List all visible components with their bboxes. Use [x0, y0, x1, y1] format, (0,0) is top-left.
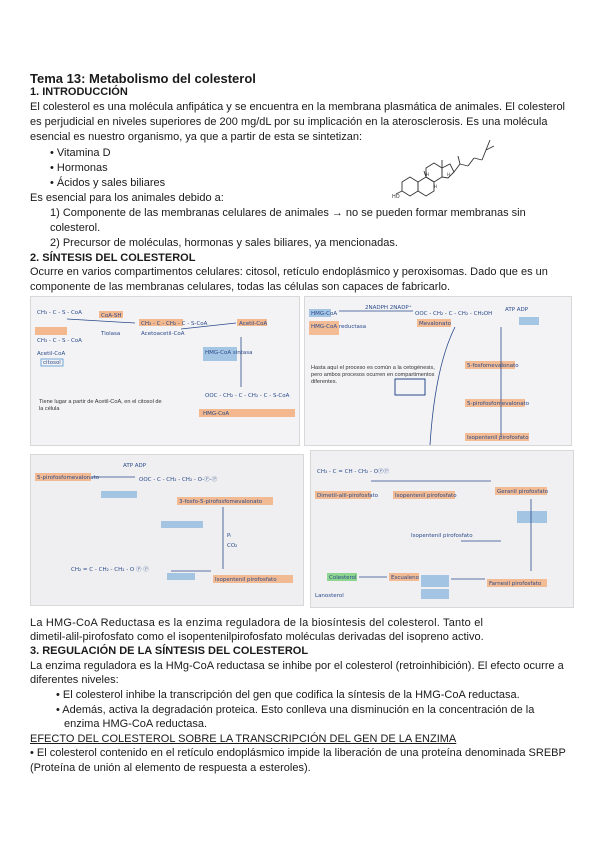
numbered-item: 1) Componente de las membranas celulares de animales → no se pueden formar membranas sin	[50, 207, 526, 219]
svg-text:OOC - C - CH₂ - CH₂ - O-Ⓟ-Ⓟ: OOC - C - CH₂ - CH₂ - O-Ⓟ-Ⓟ	[139, 477, 218, 483]
svg-text:Escualeno: Escualeno	[391, 575, 419, 581]
svg-text:Colesterol: Colesterol	[329, 575, 357, 581]
photo-caption: Tiene lugar a partir de Acetil-CoA, en el citosol de la célula	[39, 399, 162, 412]
section-heading-intro: 1. INTRODUCCIÓN	[30, 86, 128, 98]
svg-text:CH₃ - C - CH₂ - C - S-CoA: CH₃ - C - CH₂ - C - S-CoA	[141, 321, 208, 327]
regulation-paragraph-line: La enzima reguladora es la HMg-CoA reductasa se inhibe por el colesterol (retroinhibición). El efecto ocurre a	[30, 660, 564, 672]
svg-text:H: H	[434, 184, 438, 189]
svg-text:Acetil-CoA: Acetil-CoA	[239, 321, 268, 327]
section-heading-regulation: 3. REGULACIÓN DE LA SÍNTESIS DEL COLESTEROL	[30, 645, 309, 657]
svg-text:3-fosfo-5-pirofosfomevalonato: 3-fosfo-5-pirofosfomevalonato	[179, 499, 263, 505]
svg-text:CH₃ - C - S - CoA: CH₃ - C - S - CoA	[37, 338, 82, 344]
svg-text:Lanosterol: Lanosterol	[315, 593, 344, 599]
svg-text:HMG-CoA reductasa: HMG-CoA reductasa	[311, 324, 367, 330]
numbered-item-cont: colesterol.	[50, 222, 101, 234]
svg-text:CO₂: CO₂	[227, 543, 238, 549]
svg-text:Dimetil-alil-pirofosfato: Dimetil-alil-pirofosfato	[317, 493, 379, 499]
essential-paragraph: Es esencial para los animales debido a:	[30, 192, 224, 204]
svg-text:HO: HO	[392, 194, 400, 200]
svg-text:HMG-CoA sintasa: HMG-CoA sintasa	[205, 350, 253, 356]
reductase-paragraph-line: dimetil-alil-pirofosfato como el isopentenilpirofosfato moléculas derivadas del isopreno activo.	[30, 631, 484, 643]
svg-text:H: H	[447, 172, 451, 177]
notes-photo-isopentenyl	[30, 454, 304, 606]
photo-caption: Hasta aquí el proceso es común a la cetogénesis, pero ambos procesos ocurren en compartimentos diferentes.	[311, 365, 435, 385]
notes-photo-squalene	[310, 450, 574, 608]
svg-text:Tiolasa: Tiolasa	[101, 331, 121, 337]
svg-text:HMG-CoA: HMG-CoA	[203, 411, 230, 417]
svg-text:Isopentenil pirofosfato: Isopentenil pirofosfato	[395, 493, 457, 499]
svg-text:OOC - CH₂ - C - CH₂ - C - S-Co: OOC - CH₂ - C - CH₂ - C - S-CoA	[205, 393, 290, 399]
notes-photo-mevalonate	[304, 296, 572, 446]
subheading-transcription: EFECTO DEL COLESTEROL SOBRE LA TRANSCRIPCIÓN DEL GEN DE LA ENZIMA	[30, 733, 457, 745]
intro-paragraph-line: El colesterol es una molécula anfipática y se encuentra en la membrana plasmática de animales. El colesterol	[30, 101, 566, 113]
svg-text:5-fosfomevalonato: 5-fosfomevalonato	[467, 363, 519, 369]
transcription-paragraph-line: • El colesterol contenido en el retículo endoplásmico impide la liberación de una proteína denominada SREBP	[30, 747, 566, 759]
svg-text:5-pirofosfomevalonato: 5-pirofosfomevalonato	[37, 475, 100, 481]
synthesis-paragraph-line: componente de las membranas celulares, todas las células son capaces de fabricarlo.	[30, 281, 451, 293]
notes-photo-acetyl-coa	[30, 296, 300, 446]
list-item: • Ácidos y sales biliares	[50, 177, 166, 189]
intro-paragraph-line: esencial es nuestro organismo, ya que a partir de esta se sintetizan:	[30, 131, 363, 143]
svg-text:Mevalonato: Mevalonato	[419, 321, 452, 327]
svg-text:H: H	[426, 172, 430, 177]
numbered-item: 2) Precursor de moléculas, hormonas y sales biliares, ya mencionadas.	[50, 237, 398, 249]
svg-text:Acetoacetil-CoA: Acetoacetil-CoA	[141, 331, 185, 337]
list-item: • Vitamina D	[50, 147, 111, 159]
svg-text:5-pirofosfomevalonato: 5-pirofosfomevalonato	[467, 401, 530, 407]
svg-text:CoA-SH: CoA-SH	[101, 313, 122, 319]
list-item-cont: enzima HMG-CoA reductasa.	[64, 718, 208, 730]
reductase-paragraph-line: La HMG-CoA Reductasa es la enzima reguladora de la biosíntesis del colesterol. Tanto el	[30, 617, 484, 629]
list-item: • El colesterol inhibe la transcripción del gen que codifica la síntesis de la HMG-CoA reductasa.	[56, 689, 520, 701]
page-title: Tema 13: Metabolismo del colesterol	[30, 71, 256, 86]
regulation-paragraph-line: diferentes niveles:	[30, 674, 119, 686]
intro-paragraph-line: es perjudicial en niveles superiores de 200 mg/dL por su implicación en la aterosclerosis. Es una molécula	[30, 116, 548, 128]
cholesterol-structure-image	[392, 136, 510, 200]
svg-text:2NADPH 2NADP⁺: 2NADPH 2NADP⁺	[365, 305, 412, 311]
transcription-paragraph-line: (Proteína de unión al elemento de respuesta a esteroles).	[30, 762, 311, 774]
list-item: • Además, activa la degradación proteica. Esto conlleva una disminución en la concentración de la	[56, 704, 535, 716]
svg-text:ATP ADP: ATP ADP	[505, 307, 529, 313]
svg-text:Isopentenil pirofosfato: Isopentenil pirofosfato	[467, 435, 529, 441]
svg-text:Isopentenil pirofosfato: Isopentenil pirofosfato	[215, 577, 277, 583]
svg-text:Geranil pirofosfato: Geranil pirofosfato	[497, 489, 549, 495]
svg-text:Acetil-CoA: Acetil-CoA	[37, 351, 66, 357]
list-item: • Hormonas	[50, 162, 108, 174]
svg-text:Farnesil pirofosfato: Farnesil pirofosfato	[489, 581, 542, 587]
svg-text:Pᵢ: Pᵢ	[227, 533, 232, 539]
svg-text:HMG-CoA: HMG-CoA	[311, 311, 338, 317]
synthesis-paragraph-line: Ocurre en varios compartimentos celulares: citosol, retículo endoplásmico y peroxisomas. Dado que es un	[30, 266, 548, 278]
svg-text:CH₂ = C - CH₂ - CH₂ - O Ⓟ Ⓟ: CH₂ = C - CH₂ - CH₂ - O Ⓟ Ⓟ	[71, 567, 149, 573]
section-heading-synthesis: 2. SÍNTESIS DEL COLESTEROL	[30, 252, 196, 264]
svg-text:OOC - CH₂ - C - CH₂ - CH₂OH: OOC - CH₂ - C - CH₂ - CH₂OH	[415, 311, 493, 317]
svg-text:Isopentenil pirofosfato: Isopentenil pirofosfato	[411, 533, 473, 539]
svg-text:citosol: citosol	[43, 360, 61, 366]
svg-text:CH₃ - C - S - CoA: CH₃ - C - S - CoA	[37, 310, 82, 316]
svg-text:CH₃ - C = CH - CH₂ - OⓅⓅ: CH₃ - C = CH - CH₂ - OⓅⓅ	[317, 469, 390, 475]
svg-text:ATP ADP: ATP ADP	[123, 463, 147, 469]
